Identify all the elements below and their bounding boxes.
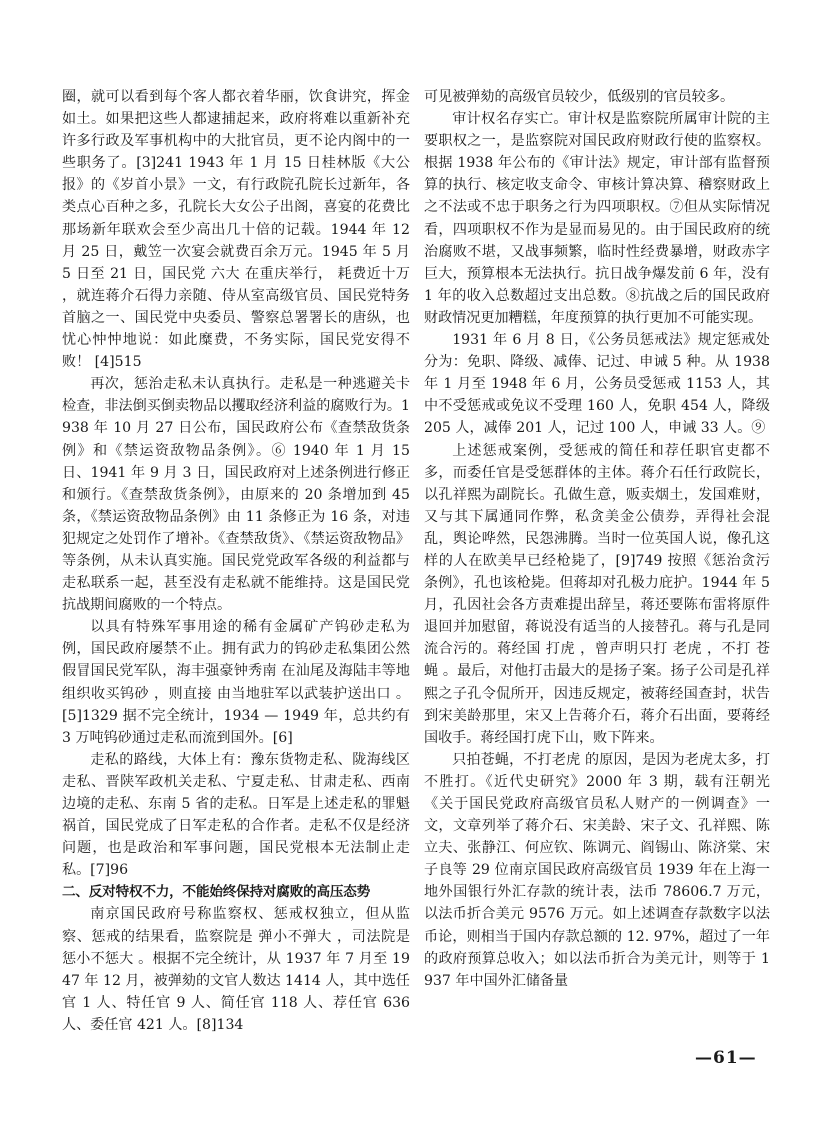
paragraph: 1931 年 6 月 8 日，《公务员惩戒法》规定惩戒处分为：免职、降级、减俸、记过、申诫 5 种。从 1938 年 1 月至 1948 年 6 月，公务员受惩戒 1153 人，其中不受惩戒或免议不受理 160 人，免职 454 人，降级 205 人，减俸 201 人，记过 100 人，申诫 33 人。⑨ bbox=[424, 332, 770, 437]
right-column bbox=[424, 86, 770, 992]
paragraph: 只拍苍蝇，不打老虎 的原因，是因为老虎太多，打不胜打。《近代史研究》2000 年 3 期，载有汪朝光《关于国民党政府高级官员私人财产的一例调查》一文，文章列举了蒋介石、宋美龄、宋子文、孔祥熙、陈立夫、张静江、何应钦、陈调元、阎锡山、陈济棠、宋子良等 29 位南京国民政府高级官员 1939 年在上海一地外国银行外汇存款的统计表，法币 78606.7 万元，以法币折合美元 9576 万元。如上述调查存款数字以法币论，则相当于国内存款总额的 12. 97%，超过了一年的政府预算总收入；如以法币折合为美元计，则等于 1937 年中国外汇储备量 bbox=[424, 751, 770, 989]
paragraph: 圈，就可以看到每个客人都衣着华丽，饮食讲究，挥金如土。如果把这些人都逮捕起来，政府将难以重新补充许多行政及军事机构中的大批官员，更不论内阁中的一些职务了。[3]241 1943 年 1 月 15 日桂林版《大公报》的《岁首小景》一文，有行政院孔院长过新年，各类点心百种之多，孔院长大女公子出阁，喜宴的花费比那场新年联欢会至少高出几十倍的记载。1944 年 12 月 25 日，戴笠一次宴会就费百余万元。1945 年 5 月 5 日至 21 日，国民党 六大 在重庆举行， 耗费近十万 ，就连蒋介石得力亲随、侍从室高级官员、国民党特务首脑之一、国民党中央委员、警察总署署长的唐纵，也忧心忡忡地说：如此糜费，不务实际，国民党安得不败！ [4]515 bbox=[62, 89, 410, 371]
left-column bbox=[62, 86, 410, 1036]
paragraph: 可见被弹劾的高级官员较少，低级别的官员较多。 bbox=[424, 89, 735, 105]
section-heading: 二、反对特权不力，不能始终保持对腐败的高压态势 bbox=[62, 884, 371, 901]
paragraph: 南京国民政府号称监察权、惩戒权独立，但从监察、惩戒的结果看，监察院是 弹小不弹大 ，司法院是 惩小不惩大 。根据不完全统计，从 1937 年 7 月至 1947 年 12 月，被弹劾的文官人数达 1414 人，其中选任官 1 人、特任官 9 人、简任官 118 人、荐任官 636 人、委任官 421 人。[8]134 bbox=[62, 906, 410, 1033]
paragraph: 上述惩戒案例，受惩戒的简任和荐任职官吏都不多，而委任官是受惩群体的主体。蒋介石任行政院长，以孔祥熙为副院长。孔做生意，贩卖烟土，发国难财，又与其下属通同作弊，私贪美金公债券，弄得社会混乱，舆论哗然，民怨沸腾。当时一位英国人说，像孔这样的人在欧美早已经枪毙了，[9]749 按照《惩治贪污条例》，孔也该枪毙。但蒋却对孔极力庇护。1944 年 5 月，孔因社会各方责难提出辞呈，蒋还要陈布雷将原件退回并加慰留，蒋说没有适当的人接替孔。蒋与孔是同流合污的。蒋经国 打虎 ，曾声明只打 老虎 ，不打 苍蝇 。最后，对他打击最大的是扬子案。扬子公司是孔祥熙之子孔令侃所开，因违反规定，被蒋经国查封，状告到宋美龄那里，宋又上告蒋介石，蒋介石出面，要蒋经国收手。蒋经国打虎下山，败下阵来。 bbox=[424, 442, 770, 746]
paragraph: 再次，惩治走私未认真执行。走私是一种逃避关卡检查，非法倒买倒卖物品以攫取经济利益的腐败行为。1938 年 10 月 27 日公布，国民政府公布《查禁敌货条例》和《禁运资敌物品条例》。⑥ 1940 年 1 月 15 日、1941 年 9 月 3 日，国民政府对上述条例进行修正和颁行。《查禁敌货条例》，由原来的 20 条增加到 45 条，《禁运资敌物品条例》由 11 条修正为 16 条，对违犯规定之处罚作了增补。《查禁敌货》、《禁运资敌物品》等条例，从未认真实施。国民党党政军各级的利益都与走私联系一起，甚至没有走私就不能维持。这是国民党抗战期间腐败的一个特点。 bbox=[62, 376, 410, 614]
paragraph: 审计权名存实亡。审计权是监察院所属审计院的主要职权之一，是监察院对国民政府财政行使的监察权。根据 1938 年公布的《审计法》规定，审计部有监督预算的执行、核定收支命令、审核计算决算、稽察财政上之不法或不忠于职务之行为四项职权。⑦但从实际情况看，四项职权不作为是显而易见的。由于国民政府的统治腐败不堪，又战事频繁，临时性经费暴增，财政赤字巨大，预算根本无法执行。抗日战争爆发前 6 年，没有 1 年的收入总数超过支出总数。⑧抗战之后的国民政府财政情况更加糟糕，年度预算的执行更加不可能实现。 bbox=[424, 111, 770, 326]
paragraph: 以具有特殊军事用途的稀有金属矿产钨砂走私为例，国民政府屡禁不止。拥有武力的钨砂走私集团公然假冒国民党军队，海丰强豪钟秀南 在汕尾及海陆丰等地组织收买钨砂 ，则直接 由当地驻军以武装护送出口 。[5]1329 据不完全统计，1934 — 1949 年，总共约有 3 万吨钨砂通过走私而流到国外。[6] bbox=[62, 619, 410, 746]
paragraph: 走私的路线，大体上有：豫东货物走私、陇海线区走私、晋陕军政机关走私、宁夏走私、甘肃走私、西南边境的走私、东南 5 省的走私。日军是上述走私的罪魁祸首，国民党成了日军走私的合作者。走私不仅是经济问题，也是政治和军事问题，国民党根本无法制止走私。[7]96 bbox=[62, 751, 410, 879]
page-number: —61— bbox=[695, 1048, 757, 1068]
